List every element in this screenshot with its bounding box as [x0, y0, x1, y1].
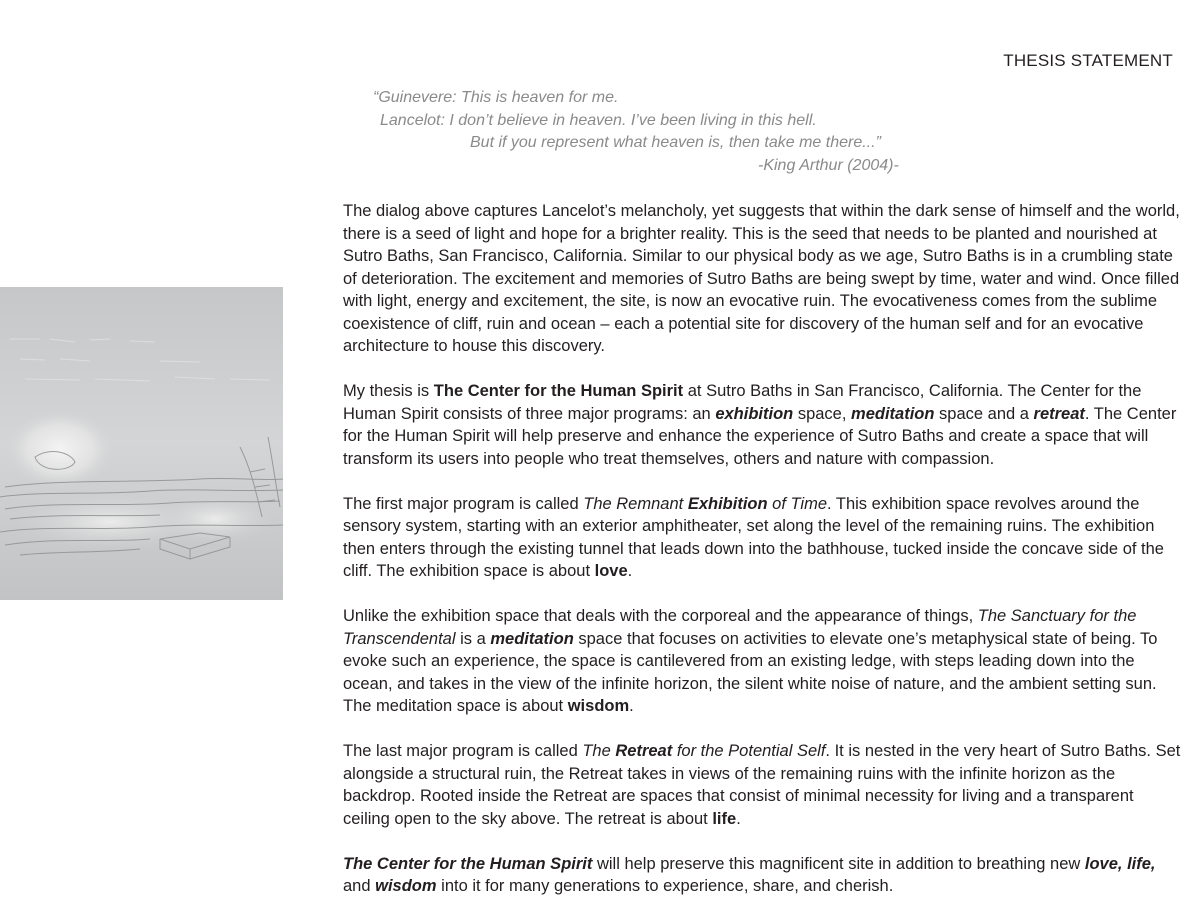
text-run: . It is nested in the very heart of Sutro Baths. Set alongside a structural ruin, the Retreat takes in views of the remaining ruins with the infinite horizon as the backdrop. Rooted inside the Retreat are spaces that consist of minimal necessity for living and a transparent ceiling open to the sky above. The retreat is about: [343, 742, 1181, 828]
text-run: .: [627, 562, 633, 580]
program-title-italic: The Sanctuary for the Transcendental: [343, 607, 1137, 648]
thesis-body: [343, 200, 1181, 920]
program-title-italic: The Remnant: [583, 494, 688, 513]
exhibition-emphasis: Exhibition: [687, 494, 768, 513]
paragraph-intro-text: The dialog above captures Lancelot’s melancholy, yet suggests that within the dark sense of himself and the world, there is a seed of light and hope for a brighter reality. This is the seed that needs to be planted and nourished at Sutro Baths, San Francisco, California. Similar to our physical body as we age, Sutro Baths is in a crumbling state of deterioration. The excitement and memories of Sutro Baths are being swept by time, water and wind. Once filled with light, energy and excitement, the site, is now an evocative ruin. The evocativeness comes from the sublime coexistence of cliff, ruin and ocean – each a potential site for discovery of the human self and for an evocative architecture to house this discovery.: [343, 202, 1180, 355]
wisdom-bold: wisdom: [567, 697, 630, 715]
center-name-emphasis: The Center for the Human Spirit: [343, 854, 593, 873]
program-title-italic: The: [582, 742, 616, 760]
text-run: space,: [793, 404, 852, 423]
paragraph-meditation: [343, 605, 1181, 718]
text-run: space and a: [934, 404, 1034, 423]
life-bold: life: [712, 809, 737, 828]
retreat-emphasis: Retreat: [615, 742, 673, 760]
quote-line-3: But if you represent what heaven is, then take me there...”: [470, 134, 881, 151]
retreat-emphasis: retreat: [1033, 404, 1085, 423]
text-run: space that focuses on activities to elevate one’s metaphysical state of being. To evoke such an experience, the space is cantilevered from an existing ledge, with steps leading down into the ocean, and takes in the view of the infinite horizon, the silent white noise of nature, and the ambient setting sun. The meditation space is about: [343, 629, 1158, 715]
text-run: Unlike the exhibition space that deals with the corporeal and the appearance of things,: [343, 607, 978, 625]
paragraph-intro: [343, 200, 1181, 358]
text-run: The first major program is called: [343, 494, 584, 513]
love-life-emphasis: love, life,: [1084, 854, 1156, 873]
text-run: will help preserve this magnificent site in addition to breathing new: [592, 854, 1085, 873]
text-run: The last major program is called: [343, 742, 583, 760]
text-run: into it for many generations to experience, share, and cherish.: [436, 877, 894, 895]
program-title-italic: of Time: [767, 494, 828, 513]
text-run: . This exhibition space revolves around the sensory system, starting with an exterior amphitheater, set along the level of the remaining ruins. The exhibition then enters through the existing tunnel that leads down into the bathhouse, tucked inside the concave side of the cliff. The exhibition space is about: [343, 494, 1164, 580]
program-title-italic: for the Potential Self: [672, 742, 826, 760]
text-run: My thesis is: [343, 382, 434, 400]
text-run: and: [343, 877, 376, 895]
wisdom-emphasis: wisdom: [375, 877, 437, 895]
text-run: . The Center for the Human Spirit will help preserve and enhance the experience of Sutro Baths and create a space that will transform its users into people who treat themselves, others and nature with compassion.: [343, 404, 1177, 468]
page-heading: THESIS STATEMENT: [1003, 51, 1173, 70]
text-run: at Sutro Baths in San Francisco, California. The Center for the Human Spirit consists of three major programs: an: [343, 382, 1142, 423]
paragraph-exhibition: [343, 493, 1181, 583]
text-run: .: [629, 697, 634, 715]
site-sketch-image: [0, 287, 283, 600]
quote-line-1: “Guinevere: This is heaven for me.: [373, 89, 619, 106]
paragraph-thesis: [343, 380, 1181, 470]
text-run: is a: [455, 629, 491, 648]
center-name-bold: The Center for the Human Spirit: [433, 382, 684, 400]
quote-attribution: -King Arthur (2004)-: [758, 156, 899, 174]
paragraph-retreat: [343, 740, 1181, 830]
text-run: .: [736, 809, 741, 828]
exhibition-emphasis: exhibition: [715, 404, 794, 423]
meditation-emphasis: meditation: [851, 404, 935, 423]
love-bold: love: [594, 562, 628, 580]
paragraph-conclusion: [343, 853, 1181, 898]
quote-line-2: Lancelot: I don’t believe in heaven. I’ve been living in this hell.: [380, 111, 817, 129]
meditation-emphasis: meditation: [490, 629, 574, 648]
